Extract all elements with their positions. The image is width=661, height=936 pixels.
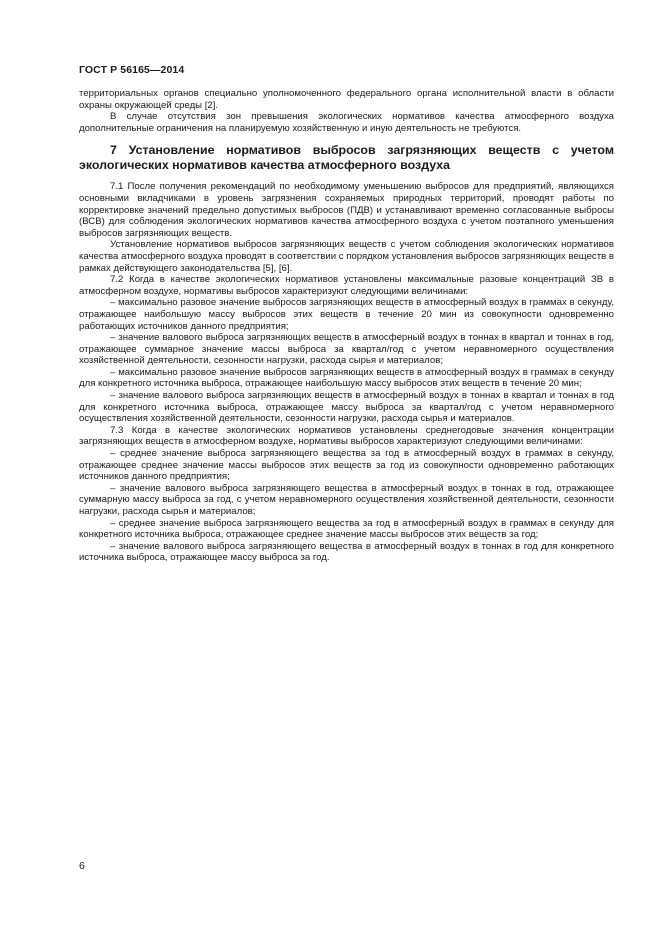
standard-designation: ГОСТ Р 56165—2014 <box>79 64 185 76</box>
list-item: – среднее значение выброса загрязняющего вещества за год в атмосферный воздух в граммах в секунду, отражающее среднее значение массы выбросов этих веществ за год из совокупности одновременно работающих источников данного предприятия; <box>79 448 614 483</box>
list-item: – значение валового выброса загрязняющего вещества в атмосферный воздух в тоннах в год для конкретного источника выброса, отражающее массу выброса за год. <box>79 540 614 564</box>
list-item: – максимально разовое значение выбросов загрязняющих веществ в атмосферный воздух в граммах в секунду для конкретного источника выброса, отражающее наибольшую массу выбросов этих веществ в течение 20 мин; <box>79 366 614 390</box>
clause-7-2: 7.2 Когда в качестве экологических нормативов установлены максимальные разовые концентраций ЗВ в атмосферном воздухе, нормативы выбросов характеризуют следующими величинами: <box>79 274 614 297</box>
page-number: 6 <box>79 860 85 872</box>
clause-7-1-continued: Установление нормативов выбросов загрязняющих веществ с учетом соблюдения экологических нормативов качества атмосферного воздуха проводят в соответствии с порядком установления выбросов загрязняющих веществ в рамках действующего законодательства [5], [6]. <box>79 239 614 274</box>
list-item: – значение валового выброса загрязняющего вещества в атмосферный воздух в тоннах в год, отражающее суммарную массу выброса за год, с учетом неравномерного осуществления хозяйственной деятельности, сезонности нагрузки, расхода сырья и материалов; <box>79 482 614 517</box>
list-item: – среднее значение выброса загрязняющего вещества за год в атмосферный воздух в граммах в секунду для конкретного источника выброса, отражающее среднее значение массы выбросов этих веществ за год; <box>79 517 614 541</box>
list-item: – максимально разовое значение выбросов загрязняющих веществ в атмосферный воздух в граммах в секунду, отражающее наибольшую массу выбросов этих веществ в течение 20 мин из совокупности одновременно работающих источников данного предприятия; <box>79 297 614 332</box>
list-item: – значение валового выброса загрязняющих веществ в атмосферный воздух в тоннах в квартал и тоннах в год для конкретного источника выброса, отражающее массу выброса за квартал/год с учетом неравномерного осуществления хозяйственной деятельности, сезонности нагрузки, расхода сырья и материалов. <box>79 390 614 425</box>
clause-7-1: 7.1 После получения рекомендаций по необходимому уменьшению выбросов для предприятий, являющихся основными вкладчиками в уровень загрязнения сохраняемых природных территорий, проводят работы по корректировке значений предельно допустимых выбросов (ПДВ) и устанавливают временно согласованные выбросы (ВСВ) для соблюдения экологических нормативов качества атмосферного воздуха с учетом поэтапного уменьшения выбросов загрязняющих веществ. <box>79 181 614 239</box>
section-7-title: 7 Установление нормативов выбросов загрязняющих веществ с учетом экологических нормативов качества атмосферного воздуха <box>79 143 614 172</box>
clause-7-3: 7.3 Когда в качестве экологических нормативов установлены среднегодовые значения концентрации загрязняющих веществ в атмосферном воздухе, нормативы выбросов характеризуют следующими величинами: <box>79 424 614 448</box>
page-content <box>79 88 614 564</box>
list-item: – значение валового выброса загрязняющих веществ в атмосферный воздух в тоннах в квартал и тоннах в год, отражающее суммарное значение массы выброса за квартал/год с учетом неравномерного осуществления хозяйственной деятельности, сезонности нагрузки, расхода сырья и материалов; <box>79 332 614 367</box>
intro-paragraph: В случае отсутствия зон превышения экологических нормативов качества атмосферного воздуха дополнительные ограничения на планируемую хозяйственную и иную деятельность не требуются. <box>79 111 614 134</box>
intro-paragraph-continued: территориальных органов специально уполномоченного федерального органа исполнительной власти в области охраны окружающей среды [2]. <box>79 88 614 111</box>
